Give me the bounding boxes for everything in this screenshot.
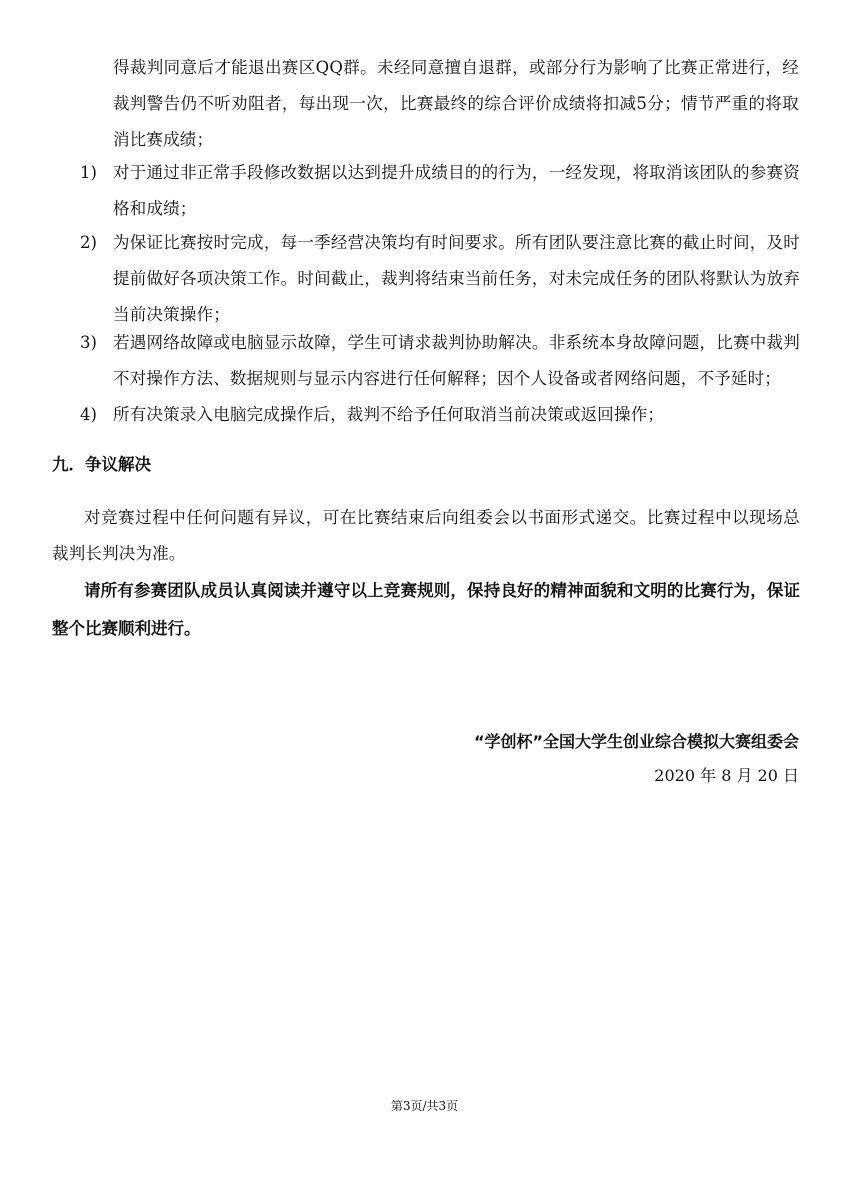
- rule-text: 若遇网络故障或电脑显示故障，学生可请求裁判协助解决。非系统本身故障问题，比赛中裁判不对操作方法、数据规则与显示内容进行任何解释；因个人设备或者网络问题，不予延时；: [113, 333, 800, 388]
- rule-text: 所有决策录入电脑完成操作后，裁判不给予任何取消当前决策或返回操作；: [113, 405, 665, 424]
- signature-date: 2020 年 8 月 20 日: [654, 766, 799, 785]
- rule-number: 2): [80, 233, 97, 252]
- rule-number: 4): [80, 405, 97, 424]
- rule-number: 1): [80, 163, 97, 182]
- rule-text: 对于通过非正常手段修改数据以达到提升成绩目的的行为，一经发现，将取消该团队的参赛资格和成绩；: [113, 163, 800, 218]
- signature-organization: “学创杯”全国大学生创业综合模拟大赛组委会: [473, 732, 799, 751]
- rule-item-2: [80, 225, 800, 333]
- rule-item-3: [80, 325, 800, 397]
- rule-number: 3): [80, 333, 97, 352]
- rule-item-4: [80, 397, 800, 433]
- section-heading: 九．争议解决: [52, 455, 151, 474]
- page-number-footer: 第3页/共3页: [390, 1099, 459, 1113]
- rule-item-1: [80, 155, 800, 227]
- rule-text: 为保证比赛按时完成，每一季经营决策均有时间要求。所有团队要注意比赛的截止时间，及时提前做好各项决策工作。时间截止，裁判将结束当前任务，对未完成任务的团队将默认为放弃当前决策操作；: [113, 233, 800, 324]
- continuation-paragraph: 得裁判同意后才能退出赛区QQ群。未经同意擅自退群，或部分行为影响了比赛正常进行，经裁判警告仍不听劝阻者，每出现一次，比赛最终的综合评价成绩将扣减5分；情节严重的将取消比赛成绩；: [113, 58, 799, 149]
- section-body: 对竞赛过程中任何问题有异议，可在比赛结束后向组委会以书面形式递交。比赛过程中以现场总裁判长判决为准。: [52, 508, 800, 563]
- closing-statement: 请所有参赛团队成员认真阅读并遵守以上竞赛规则，保持良好的精神面貌和文明的比赛行为，保证整个比赛顺利进行。: [52, 581, 800, 638]
